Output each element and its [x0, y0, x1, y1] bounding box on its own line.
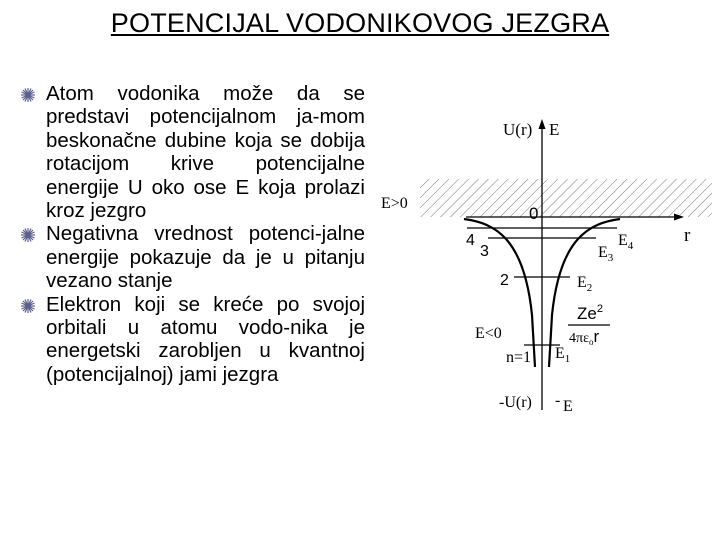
- label-minus-sign: -: [555, 392, 561, 409]
- page-title: POTENCIJAL VODONIKOVOG JEZGRA: [110, 8, 610, 38]
- bullet-item: [20, 82, 365, 222]
- formula-numerator: Ze$^2$: [577, 303, 603, 323]
- positive-energy-hatched-region: [420, 179, 712, 217]
- bullet-item: [20, 293, 365, 387]
- level-n-3: 3: [480, 243, 489, 260]
- label-minus-u-r: -U(r): [499, 394, 532, 411]
- star-burst-bullet-icon: [20, 298, 36, 314]
- star-burst-bullet-icon: [20, 87, 36, 103]
- axis-label-e: E: [549, 120, 560, 139]
- level-e-2: $E_2$: [577, 274, 593, 294]
- label-minus-e: E: [563, 398, 573, 415]
- label-origin: 0: [529, 204, 539, 223]
- bullet-item: [20, 222, 365, 292]
- star-burst-bullet-icon: [20, 227, 36, 243]
- formula-denominator: $4\pi\varepsilon_or$: [569, 327, 600, 347]
- level-e-4: $E_4$: [618, 232, 634, 252]
- energy-axis-arrow-icon: [539, 119, 546, 129]
- level-e-3: $E_3$: [598, 244, 614, 264]
- label-e-negative: E<0: [475, 325, 502, 342]
- label-e-positive: E>0: [381, 195, 408, 212]
- level-e-1: $E_1$: [555, 345, 571, 365]
- bullet-list: [20, 82, 365, 386]
- potential-well-diagram: [374, 105, 714, 435]
- level-n-1: n=1: [506, 349, 532, 366]
- axis-label-u-r: U(r): [503, 120, 533, 139]
- potential-well-svg: [374, 105, 714, 435]
- bullet-text: Elektron koji se kreće po svojoj orbitali u atomu vodo-nika je energetski zarobljen u kvantnoj (potencijalnoj) jami jezgra: [46, 292, 365, 386]
- level-n-2: 2: [500, 272, 509, 289]
- bullet-text: Negativna vrednost potenci-jalne energije pokazuje da je u pitanju vezano stanje: [46, 222, 365, 293]
- level-n-4: 4: [466, 232, 475, 249]
- bullet-text: Atom vodonika može da se predstavi potencijalnom ja-mom beskonačne dubine koja se dobija rotacijom krive potencijalne energije U oko ose E koja prolazi kroz jezgro: [46, 82, 365, 223]
- axis-label-r: r: [684, 225, 691, 246]
